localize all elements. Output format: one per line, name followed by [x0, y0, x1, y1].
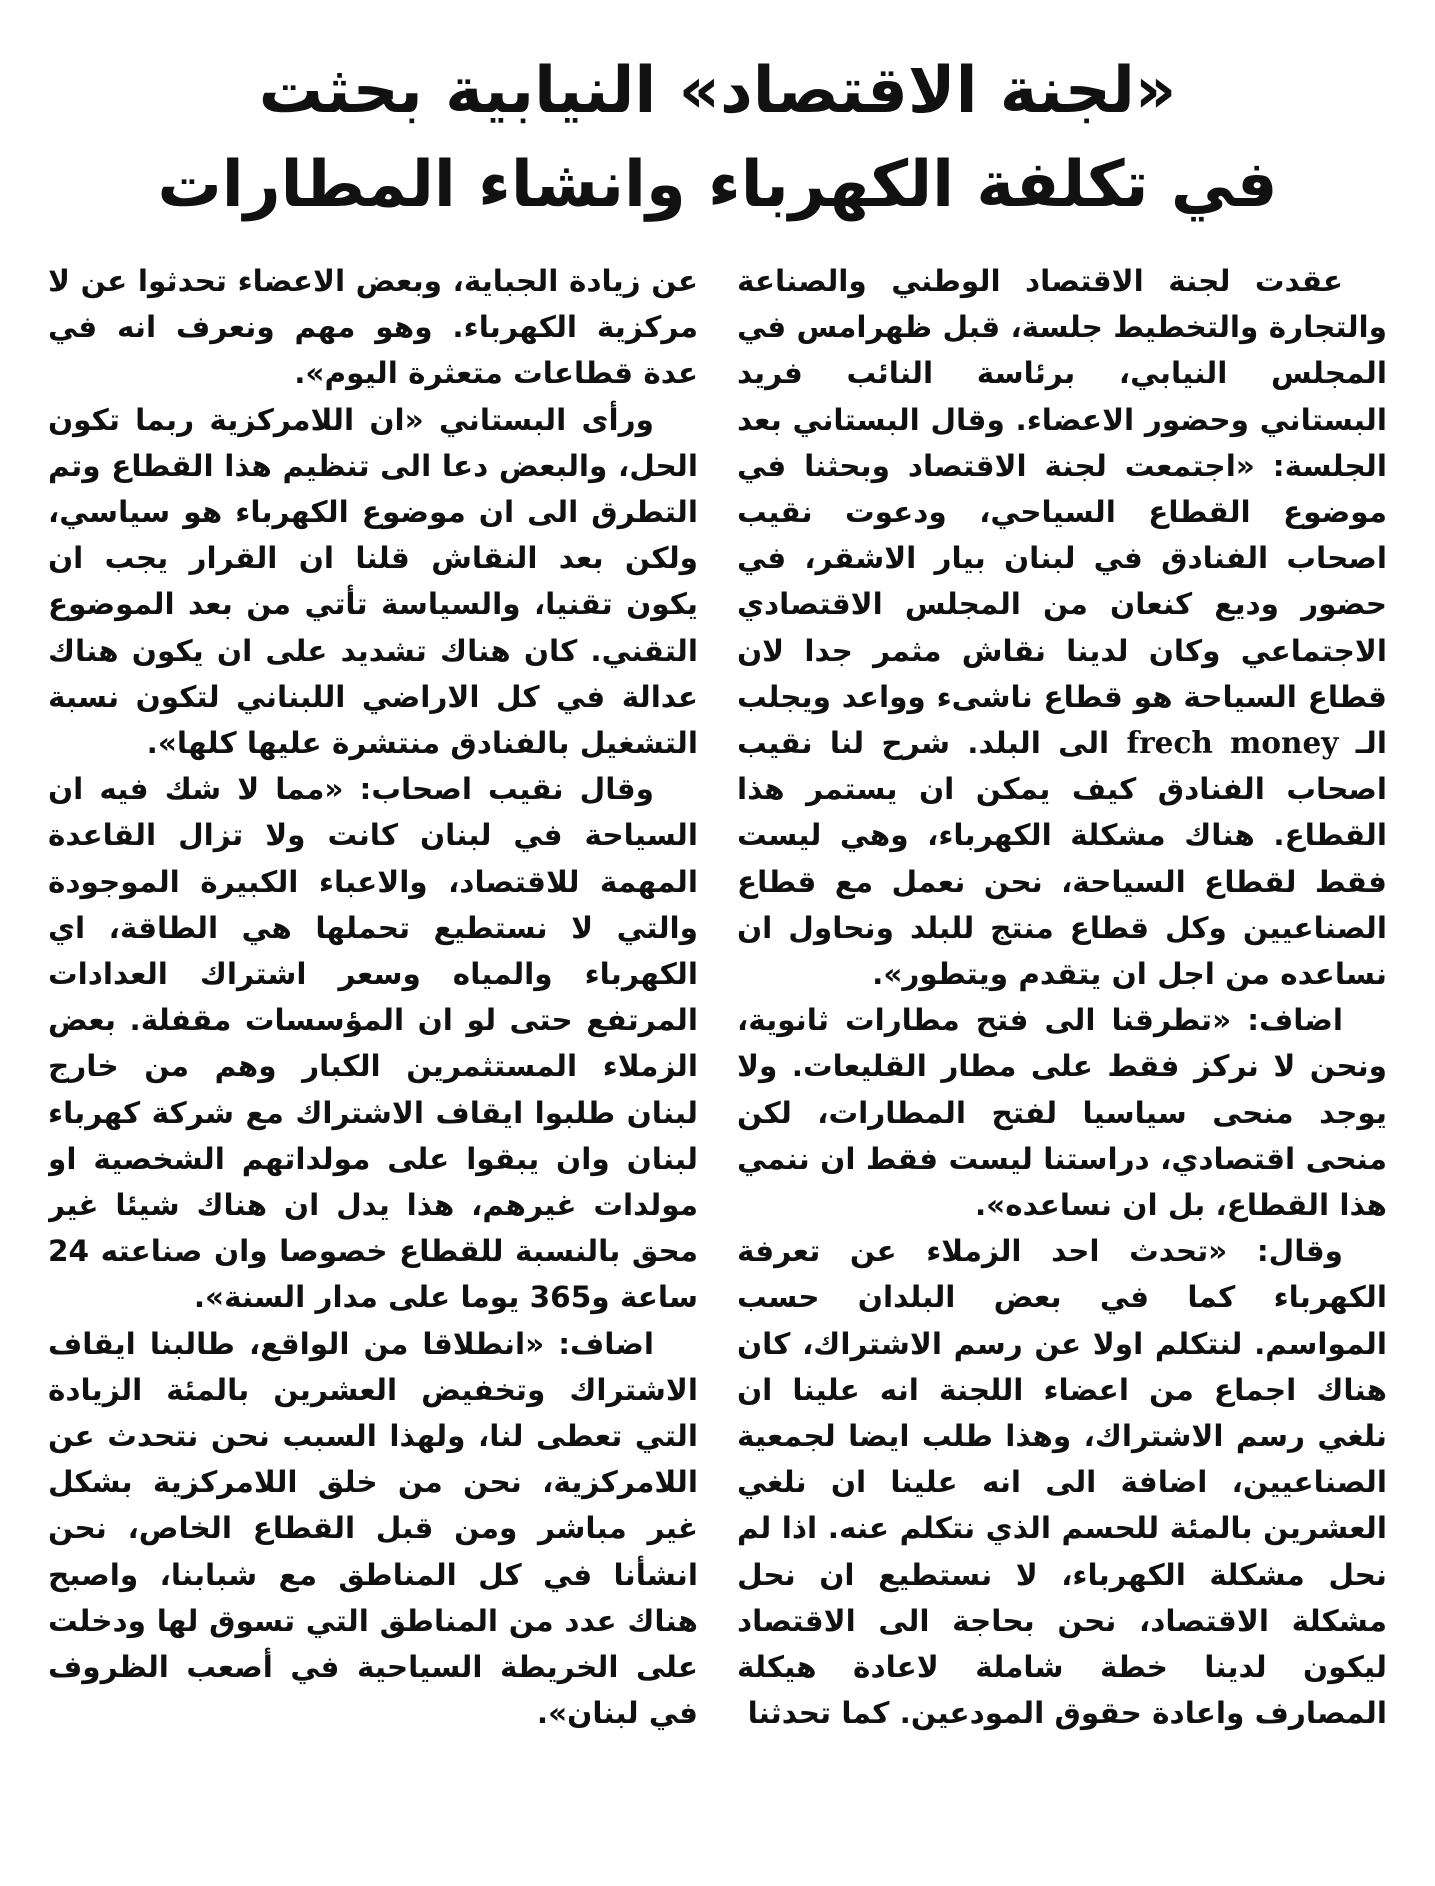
latin-phrase: frech money [1126, 725, 1339, 761]
article-body [48, 258, 1387, 1878]
column-right [737, 258, 1387, 1878]
paragraph: عن زيادة الجباية، وبعض الاعضاء تحدثوا عن لا مركزية الكهرباء. وهو مهم ونعرف انه في عدة قطاعات متعثرة اليوم». [48, 264, 698, 391]
paragraph: ورأى البستاني «ان اللامركزية ربما تكون الحل، والبعض دعا الى تنظيم هذا القطاع وتم التطرق الى ان موضوع الكهرباء هو سياسي، ولكن بعد النقاش قلنا ان القرار يجب ان يكون تقنيا، والسياسة تأتي من بعد الموضوع التقني. كان هناك تشديد على ان يكون هناك عدالة في كل الاراضي اللبناني لتكون نسبة التشغيل بالفنادق منتشرة عليها كلها». [48, 402, 698, 761]
headline-line-1: «لجنة الاقتصاد» النيابية بحثت [258, 54, 1177, 128]
paragraph [737, 258, 1387, 997]
article-headline [48, 44, 1387, 232]
paragraph: وقال: «تحدث احد الزملاء عن تعرفة الكهرباء كما في بعض البلدان حسب المواسم. لنتكلم اولا عن رسم الاشتراك، كان هناك اجماع من اعضاء اللجنة انه علينا ان نلغي رسم الاشتراك، وهذا طلب ايضا لجمعية الصناعيين، اضافة الى انه علينا ان نلغي العشرين بالمئة للحسم الذي نتكلم عنه. اذا لم نحل مشكلة الكهرباء، لا نستطيع ان نحل مشكلة الاقتصاد، نحن بحاجة الى الاقتصاد ليكون لدينا خطة شاملة لاعادة هيكلة المصارف واعادة حقوق المودعين. كما تحدثنا [737, 1234, 1387, 1731]
paragraph-text: الى البلد. شرح لنا نقيب اصحاب الفنادق كيف يمكن ان يستمر هذا القطاع. هناك مشكلة الكهرباء، وهي ليست فقط لقطاع السياحة، نحن نعمل مع قطاع الصناعيين وكل قطاع منتج للبلد ونحاول ان نساعده من اجل ان يتقدم ويتطور». [737, 726, 1387, 992]
paragraph-text: عقدت لجنة الاقتصاد الوطني والصناعة والتجارة والتخطيط جلسة، قبل ظهرامس في المجلس النيابي، برئاسة النائب فريد البستاني وحضور الاعضاء. وقال البستاني بعد الجلسة: «اجتمعت لجنة الاقتصاد وبحثنا في موضوع القطاع السياحي، ودعوت نقيب اصحاب الفنادق في لبنان بيار الاشقر، في حضور وديع كنعان من المجلس الاقتصادي الاجتماعي وكان لدينا نقاش مثمر جدا لان قطاع السياحة هو قطاع ناشىء وواعد ويجلب الـ [737, 264, 1387, 761]
headline-line-2: في تكلفة الكهرباء وانشاء المطارات [157, 148, 1278, 222]
paragraph: اضاف: «انطلاقا من الواقع، طالبنا ايقاف الاشتراك وتخفيض العشرين بالمئة الزيادة التي تعطى لنا، ولهذا السبب نحن نتحدث عن اللامركزية، نحن من خلق اللامركزية بشكل غير مباشر ومن قبل القطاع الخاص، نحن انشأنا في كل المناطق مع شبابنا، واصبح هناك عدد من المناطق التي تسوق لها ودخلت على الخريطة السياحية في أصعب الظروف في لبنان». [48, 1326, 698, 1731]
paragraph: اضاف: «تطرقنا الى فتح مطارات ثانوية، ونحن لا نركز فقط على مطار القليعات. ولا يوجد منحى سياسيا لفتح المطارات، لكن منحى اقتصادي، دراستنا ليست فقط ان ننمي هذا القطاع، بل ان نساعده». [737, 1003, 1387, 1223]
paragraph: وقال نقيب اصحاب: «مما لا شك فيه ان السياحة في لبنان كانت ولا تزال القاعدة المهمة للاقتصاد، والاعباء الكبيرة الموجودة والتي لا نستطيع تحملها هي الطاقة، اي الكهرباء والمياه وسعر اشتراك العدادات المرتفع حتى لو ان المؤسسات مقفلة. بعض الزملاء المستثمرين الكبار وهم من خارج لبنان طلبوا ايقاف الاشتراك مع شركة كهرباء لبنان وان يبقوا على مولداتهم الشخصية او مولدات غيرهم، هذا يدل ان هناك شيئا غير محق بالنسبة للقطاع خصوصا وان صناعته 24 ساعة و365 يوما على مدار السنة». [48, 772, 698, 1315]
column-left [48, 258, 698, 1878]
